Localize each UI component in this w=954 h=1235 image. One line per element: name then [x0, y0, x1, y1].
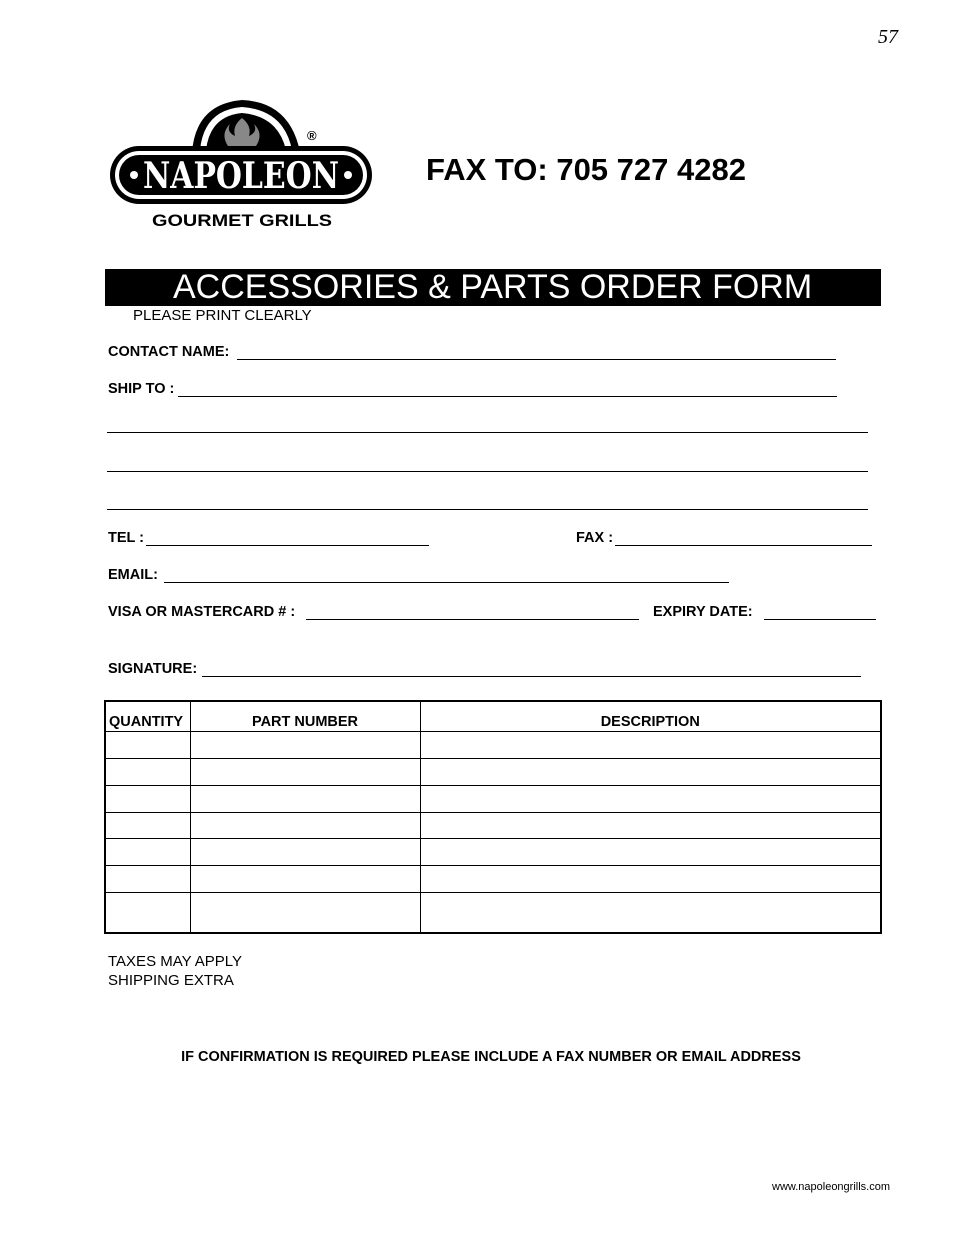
quantity-cell[interactable] — [105, 839, 190, 866]
confirmation-notice: IF CONFIRMATION IS REQUIRED PLEASE INCLUDE A FAX NUMBER OR EMAIL ADDRESS — [181, 1049, 801, 1065]
table-row — [105, 758, 881, 785]
part-number-cell[interactable] — [190, 812, 420, 839]
table-row — [105, 866, 881, 893]
page-number: 57 — [878, 26, 898, 48]
parts-order-table — [104, 700, 882, 934]
shipping-note: SHIPPING EXTRA — [108, 972, 234, 989]
table-header-row — [105, 701, 881, 732]
form-title-bar — [105, 269, 881, 306]
print-instruction: PLEASE PRINT CLEARLY — [133, 307, 312, 324]
quantity-cell[interactable] — [105, 866, 190, 893]
expiry-date-field[interactable] — [764, 606, 876, 620]
contact-name-label: CONTACT NAME: — [108, 344, 230, 360]
table-row — [105, 812, 881, 839]
quantity-cell[interactable] — [105, 732, 190, 759]
description-cell[interactable] — [420, 758, 881, 785]
description-cell[interactable] — [420, 812, 881, 839]
part-number-header: PART NUMBER — [190, 701, 420, 732]
description-cell[interactable] — [420, 839, 881, 866]
address-line-3[interactable] — [107, 497, 868, 510]
table-row — [105, 839, 881, 866]
contact-name-field[interactable] — [237, 346, 836, 360]
quantity-cell[interactable] — [105, 893, 190, 933]
quantity-cell[interactable] — [105, 812, 190, 839]
email-field[interactable] — [164, 569, 729, 583]
signature-label: SIGNATURE: — [108, 661, 198, 677]
quantity-header: QUANTITY — [105, 701, 190, 732]
description-cell[interactable] — [420, 732, 881, 759]
signature-field[interactable] — [202, 663, 861, 677]
table-row — [105, 893, 881, 933]
logo-brand: NAPOLEON — [143, 155, 339, 197]
part-number-cell[interactable] — [190, 839, 420, 866]
card-number-field[interactable] — [306, 606, 639, 620]
part-number-cell[interactable] — [190, 893, 420, 933]
registered-mark: ® — [307, 128, 317, 143]
table-row — [105, 785, 881, 812]
quantity-cell[interactable] — [105, 785, 190, 812]
description-cell[interactable] — [420, 893, 881, 933]
quantity-cell[interactable] — [105, 758, 190, 785]
logo-tagline: GOURMET GRILLS — [152, 211, 332, 230]
part-number-cell[interactable] — [190, 785, 420, 812]
address-line-1[interactable] — [107, 420, 868, 433]
part-number-cell[interactable] — [190, 732, 420, 759]
ship-to-label: SHIP TO : — [108, 381, 175, 397]
table-row — [105, 732, 881, 759]
description-cell[interactable] — [420, 866, 881, 893]
fax-field[interactable] — [615, 532, 872, 546]
description-header: DESCRIPTION — [420, 701, 881, 732]
description-cell[interactable] — [420, 785, 881, 812]
ship-to-field[interactable] — [178, 383, 837, 397]
taxes-note: TAXES MAY APPLY — [108, 953, 242, 970]
part-number-cell[interactable] — [190, 758, 420, 785]
part-number-cell[interactable] — [190, 866, 420, 893]
card-number-label: VISA OR MASTERCARD # : — [108, 604, 296, 620]
email-label: EMAIL: — [108, 567, 158, 583]
tel-label: TEL : — [108, 530, 144, 546]
website-url[interactable]: www.napoleongrills.com — [772, 1181, 890, 1193]
expiry-date-label: EXPIRY DATE: — [653, 604, 753, 620]
tel-field[interactable] — [146, 532, 429, 546]
fax-label: FAX : — [576, 530, 614, 546]
fax-to-heading: FAX TO: 705 727 4282 — [426, 152, 746, 187]
address-line-2[interactable] — [107, 459, 868, 472]
napoleon-logo — [108, 96, 374, 232]
form-title: ACCESSORIES & PARTS ORDER FORM — [173, 268, 813, 306]
